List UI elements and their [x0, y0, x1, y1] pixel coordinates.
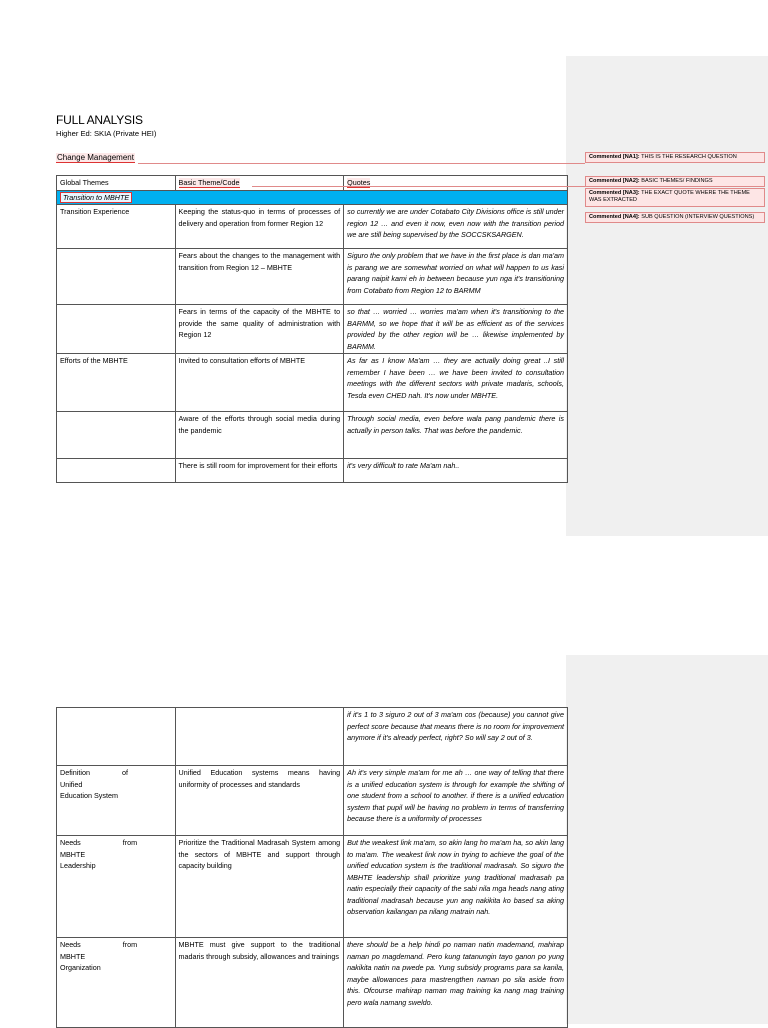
section-row	[57, 190, 568, 205]
table-row	[57, 836, 568, 938]
page-gap	[0, 536, 768, 655]
header-quotes	[344, 176, 568, 191]
section-label: Transition to MBHTE	[60, 192, 132, 203]
table-row	[57, 459, 568, 483]
comment-na1[interactable]	[585, 152, 765, 163]
quote-cell: it's very difficult to rate Ma'am nah..	[344, 459, 568, 483]
comment-na2[interactable]	[585, 176, 765, 187]
basic-theme-cell: Prioritize the Traditional Madrasah System among the sectors of MBHTE and support through capacity building	[175, 836, 344, 938]
doc-title: FULL ANALYSIS	[56, 113, 143, 127]
global-theme-cell	[57, 708, 176, 766]
basic-theme-cell: Aware of the efforts through social media during the pandemic	[175, 412, 344, 459]
research-question-text: Change Management	[57, 153, 134, 162]
comment-margin-2	[566, 655, 768, 1024]
header-global-themes: Global Themes	[57, 176, 176, 191]
comment-margin-1	[566, 56, 768, 536]
table-row	[57, 766, 568, 836]
basic-theme-cell: MBHTE must give support to the traditional madaris through subsidy, allowances and trainings	[175, 938, 344, 1028]
header-basic-theme-text: Basic Theme/Code	[178, 178, 240, 187]
table-row	[57, 354, 568, 412]
global-theme-line	[60, 767, 172, 790]
quote-cell: Through social media, even before wala pang pandemic there is actually in person talks. That was before the pandemic.	[344, 412, 568, 459]
global-theme-cell	[57, 305, 176, 354]
comment-na3[interactable]	[585, 188, 765, 207]
comment-text: BASIC THEMES/ FINDINGS	[641, 178, 713, 184]
quote-cell: But the weakest link ma'am, so akin lang ho ma'am ha, so akin lang to ma'am. The weakest link now in trying to achieve the goal of the unified education system is the traditional madrasah. So siguro the MBHTE leadership shall prioritize yung traditional madrasah pa natin especially their capacity of the sabi nila mga heads nang ating traditional madrasah because yun ang nakikita ko based sa aking observation kailangan pa nilang matrain nah.	[344, 836, 568, 938]
research-question[interactable]	[56, 153, 135, 162]
comment-text: SUB QUESTION (INTERVIEW QUESTIONS)	[641, 214, 755, 220]
global-theme-cell	[57, 938, 176, 1028]
analysis-table	[56, 175, 568, 483]
table-header-row	[57, 176, 568, 191]
comment-connector	[138, 163, 585, 164]
comment-tag: Commented [NA2]:	[589, 178, 640, 184]
global-theme-cell	[57, 412, 176, 459]
table-row	[57, 708, 568, 766]
global-theme-line: Needs from MBHTE	[60, 940, 138, 961]
quote-cell: so currently we are under Cotabato City Divisions office is still under region 12 … and even it now, even now with the transition period we are still being supervised by the SOCCSKSARGEN.	[344, 205, 568, 249]
basic-theme-cell: There is still room for improvement for their efforts	[175, 459, 344, 483]
global-theme-line: Needs from MBHTE	[60, 838, 138, 859]
quote-cell: so that … worried … worries ma'am when it's transitioning to the BARMM, so we hope that it will be as efficient as of the services provided by the other region will be … likewise implemented by BARMM.	[344, 305, 568, 354]
quote-cell: if it's 1 to 3 siguro 2 out of 3 ma'am cos (because) you cannot give perfect score because that means there is no room for improvement anymore if it's already perfect, right? So will say 2 out of 3.	[344, 708, 568, 766]
global-theme-line2: Organization	[60, 963, 101, 972]
quote-cell: Ah it's very simple ma'am for me ah … one way of telling that there is a unified education system is through for example the shifting of one student from a school to another. if there is a unified education system that pupil will be having no problem in terms of transferring because there is a uniformity of processes	[344, 766, 568, 836]
global-theme-cell: Efforts of the MBHTE	[57, 354, 176, 412]
comment-text: THE EXACT QUOTE WHERE THE THEME WAS EXTRACTED	[589, 190, 750, 204]
comment-na4[interactable]	[585, 212, 765, 223]
global-theme-cell	[57, 766, 176, 836]
global-theme-line2: Education System	[60, 791, 118, 800]
table-row	[57, 205, 568, 249]
global-theme-cell: Transition Experience	[57, 205, 176, 249]
doc-subtitle: Higher Ed: SKIA (Private HEI)	[56, 129, 157, 138]
comment-connector	[252, 186, 585, 187]
header-basic-theme	[175, 176, 344, 191]
comment-tag: Commented [NA1]:	[589, 154, 640, 160]
global-theme-cell	[57, 249, 176, 305]
global-theme-cell	[57, 459, 176, 483]
basic-theme-cell: Fears in terms of the capacity of the MBHTE to provide the same quality of administration with Region 12	[175, 305, 344, 354]
global-theme-cell	[57, 836, 176, 938]
table-row	[57, 249, 568, 305]
section-cell	[57, 190, 568, 205]
comment-tag: Commented [NA3]:	[589, 190, 640, 196]
global-theme-text: Definition of Unified	[60, 768, 128, 789]
basic-theme-cell: Fears about the changes to the management with transition from Region 12 – MBHTE	[175, 249, 344, 305]
basic-theme-cell	[175, 708, 344, 766]
basic-theme-cell: Keeping the status-quo in terms of processes of delivery and operation from former Region 12	[175, 205, 344, 249]
table-row	[57, 938, 568, 1028]
comment-text: THIS IS THE RESEARCH QUESTION	[641, 154, 737, 160]
basic-theme-cell: Invited to consultation efforts of MBHTE	[175, 354, 344, 412]
quote-cell: there should be a help hindi po naman natin mademand, mahirap naman po magdemand. Pero kung tatanungin tayo ganon po yung nakikita natin na pwede pa. Yung subsidy programs para sa kanila, maybe allowances para mastrengthen naman po sila aside from this. Ofcourse mahirap naman mag training ka nang mag training pero wala namang sweldo.	[344, 938, 568, 1028]
header-quotes-text: Quotes	[347, 178, 371, 187]
table-row	[57, 305, 568, 354]
basic-theme-cell: Unified Education systems means having uniformity of processes and standards	[175, 766, 344, 836]
quote-cell: As far as I know Ma'am … they are actually doing great ..I still remember I have been … we have been invited to consultation meetings with the different sectors with private madaris, schools, Tesda even CHED nah. It's now under MBHTE.	[344, 354, 568, 412]
analysis-table-continued	[56, 707, 568, 1028]
table-row	[57, 412, 568, 459]
quote-cell: Siguro the only problem that we have in the first place is dan ma'am is parang we are somewhat worried on what will happen to us kasi parang naipit kami eh in between because yun nga it's transitioning from Cotabato from Region 12 to BARMM	[344, 249, 568, 305]
comment-tag: Commented [NA4]:	[589, 214, 640, 220]
global-theme-line2: Leadership	[60, 861, 96, 870]
